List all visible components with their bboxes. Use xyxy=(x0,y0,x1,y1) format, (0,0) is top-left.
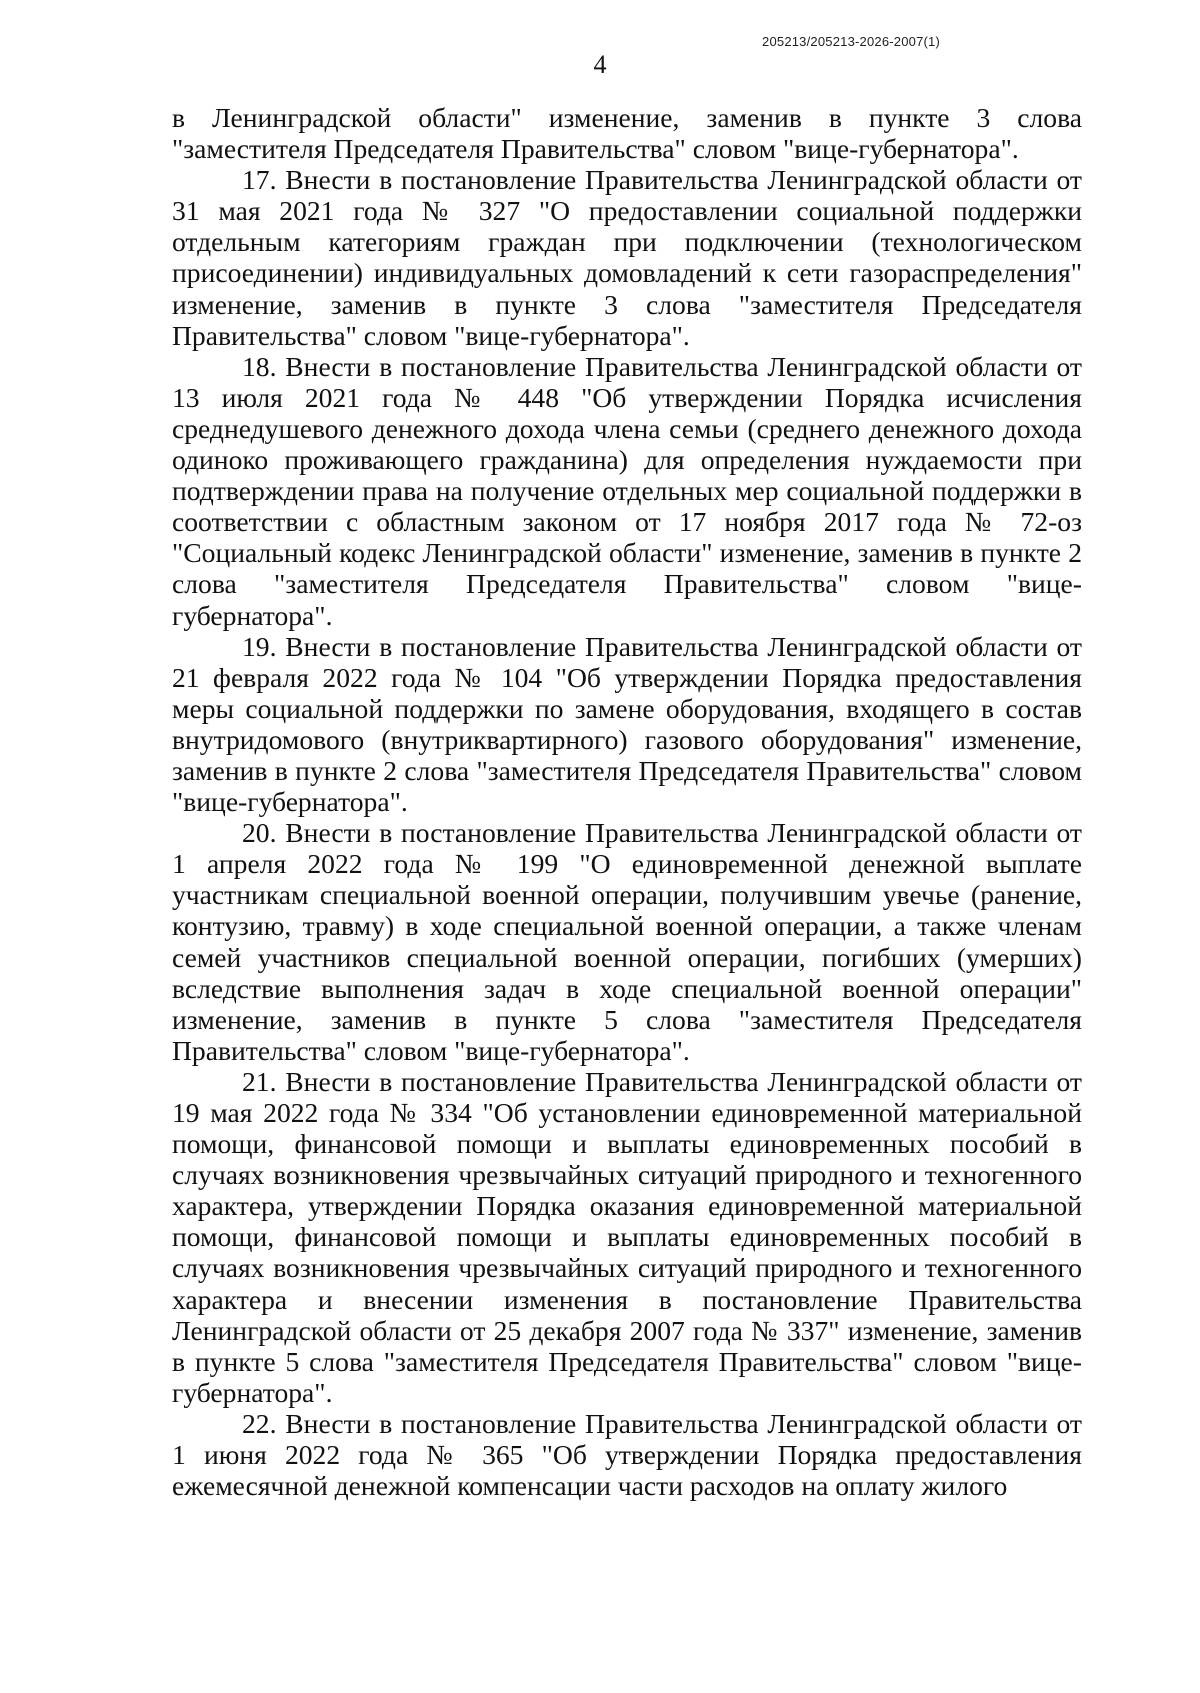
document-body xyxy=(172,102,1082,1501)
paragraph-continuation: в Ленинградской области" изменение, заменив в пункте 3 слова "заместителя Председателя Правительства" словом "вице-губернатора". xyxy=(172,102,1082,165)
paragraph-item-20: 20. Внести в постановление Правительства Ленинградской области от 1 апреля 2022 года № 199 "О единовременной денежной выплате участникам специальной военной операции, получившим увечье (ранение, контузию, травму) в ходе специальной военной операции, а также членам семей участников специальной военной операции, погибших (умерших) вследствие выполнения задач в ходе специальной военной операции" изменение, заменив в пункте 5 слова "заместителя Председателя Правительства" словом "вице-губернатора". xyxy=(172,817,1082,1066)
document-registration-number: 205213/205213-2026-2007(1) xyxy=(762,34,940,49)
paragraph-item-17: 17. Внести в постановление Правительства Ленинградской области от 31 мая 2021 года № 327 "О предоставлении социальной поддержки отдельным категориям граждан при подключении (технологическом присоединении) индивидуальных домовладений к сети газораспределения" изменение, заменив в пункте 3 слова "заместителя Председателя Правительства" словом "вице-губернатора". xyxy=(172,164,1082,351)
paragraph-item-18: 18. Внести в постановление Правительства Ленинградской области от 13 июля 2021 года № 448 "Об утверждении Порядка исчисления среднедушевого денежного дохода члена семьи (среднего денежного дохода одиноко проживающего гражданина) для определения нуждаемости при подтверждении права на получение отдельных мер социальной поддержки в соответствии с областным законом от 17 ноября 2017 года № 72-оз "Социальный кодекс Ленинградской области" изменение, заменив в пункте 2 слова "заместителя Председателя Правительства" словом "вице-губернатора". xyxy=(172,350,1082,631)
paragraph-item-22: 22. Внести в постановление Правительства Ленинградской области от 1 июня 2022 года № 365 "Об утверждении Порядка предоставления ежемесячной денежной компенсации части расходов на оплату жилого xyxy=(172,1407,1082,1502)
paragraph-item-21: 21. Внести в постановление Правительства Ленинградской области от 19 мая 2022 года № 334 "Об установлении единовременной материальной помощи, финансовой помощи и выплаты единовременных пособий в случаях возникновения чрезвычайных ситуаций природного и техногенного характера, утверждении Порядка оказания единовременной материальной помощи, финансовой помощи и выплаты единовременных пособий в случаях возникновения чрезвычайных ситуаций природного и техногенного характера и внесении изменения в постановление Правительства Ленинградской области от 25 декабря 2007 года № 337" изменение, заменив в пункте 5 слова "заместителя Председателя Правительства" словом "вице-губернатора". xyxy=(172,1065,1082,1408)
paragraph-item-19: 19. Внести в постановление Правительства Ленинградской области от 21 февраля 2022 года № 104 "Об утверждении Порядка предоставления меры социальной поддержки по замене оборудования, входящего в состав внутридомового (внутриквартирного) газового оборудования" изменение, заменив в пункте 2 слова "заместителя Председателя Правительства" словом "вице-губернатора". xyxy=(172,630,1082,818)
page-number: 4 xyxy=(593,50,607,79)
